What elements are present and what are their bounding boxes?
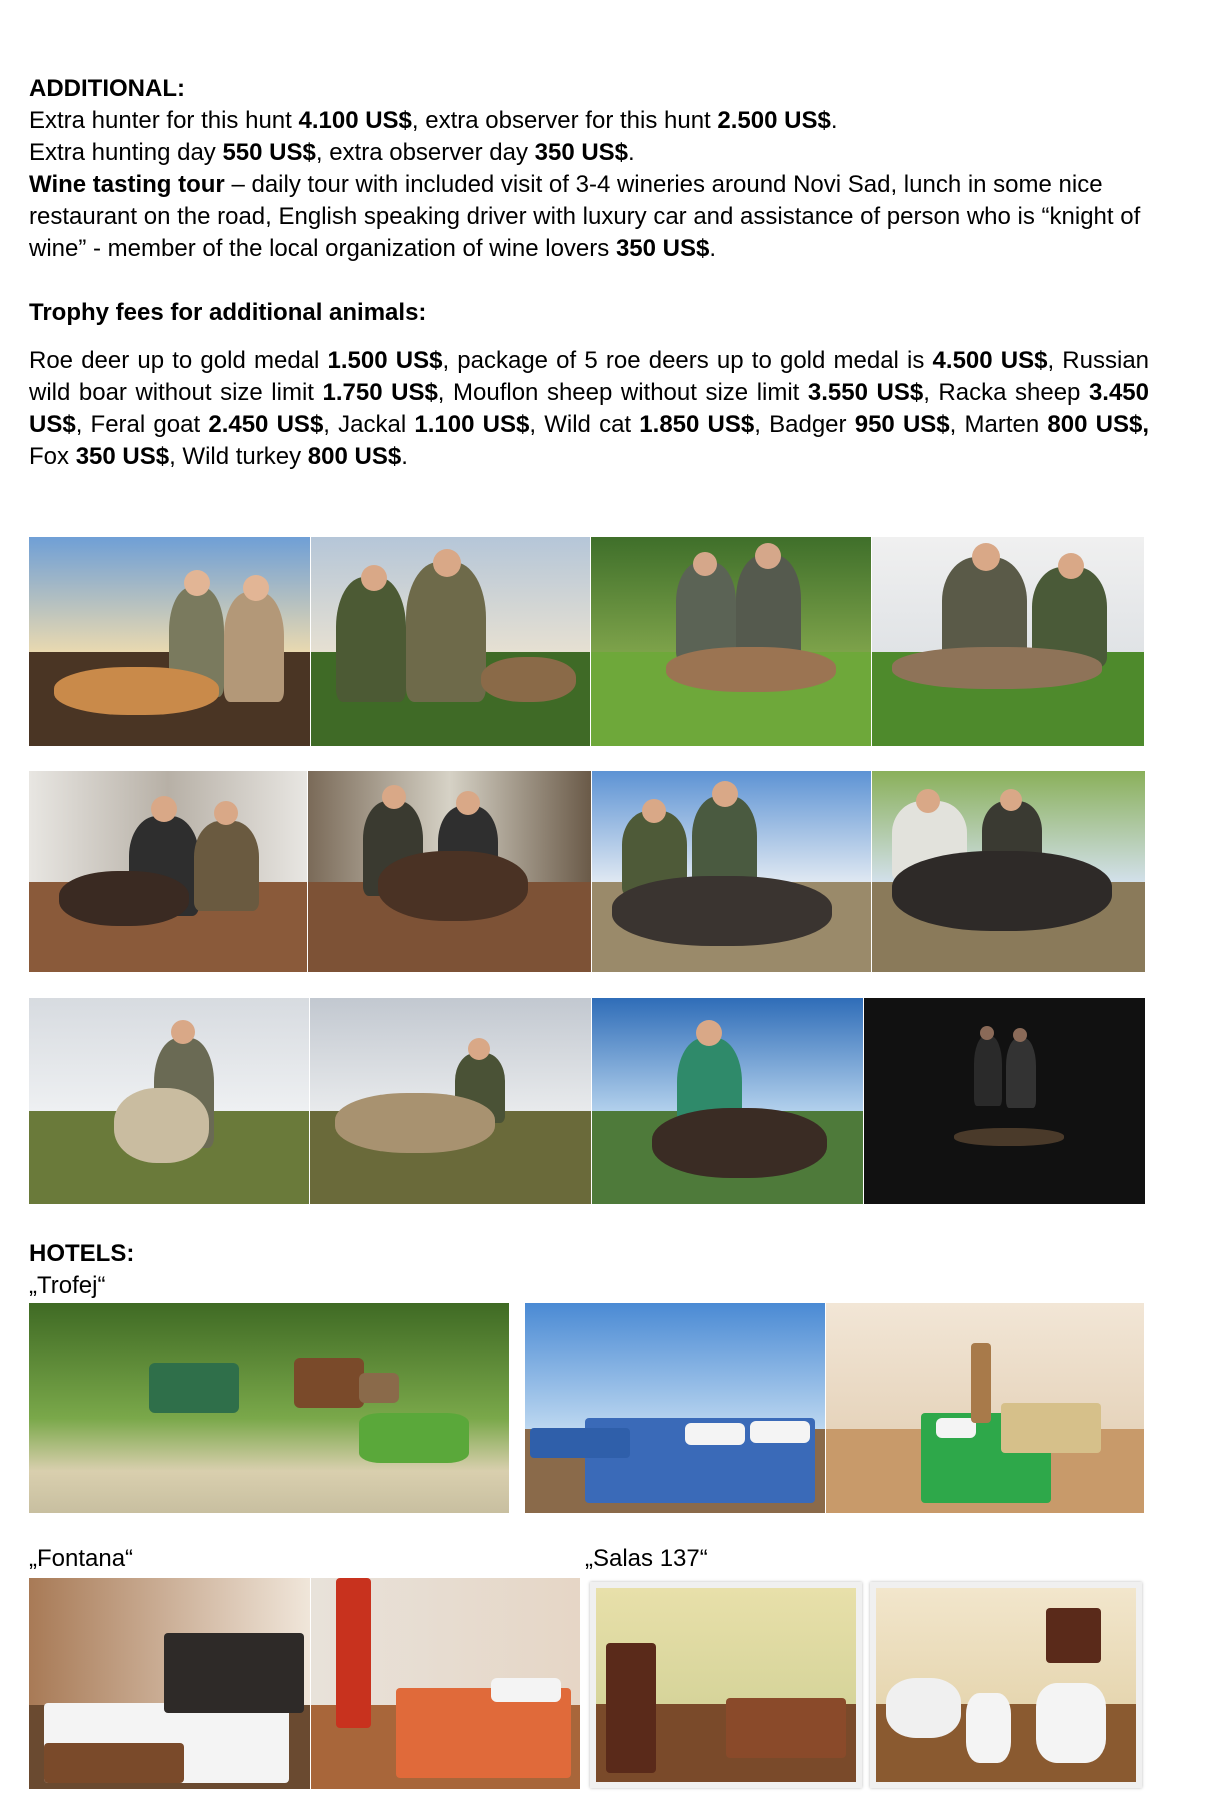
photo-night-hunt [864,998,1145,1204]
additional-heading: ADDITIONAL: [29,75,185,102]
photo-salas-bathroom [870,1582,1142,1788]
photo-trofej-room-1 [525,1303,825,1513]
photo-roe-deer-3 [591,537,871,746]
photo-trofej-room-2 [826,1303,1144,1513]
trophy-paragraph: Roe deer up to gold medal 1.500 US$, package of 5 roe deers up to gold medal is 4.500 US$, Russian wild boar without size limit 1.750 US$, Mouflon sheep without size limit 3.550 US$, Racka sheep 3.450 US$, Feral goat 2.450 US$, Jackal 1.100 US$, Wild cat 1.850 US$, Badger 950 US$, Marten 800 US$, Fox 350 US$, Wild turkey 800 US$. [29,347,1150,470]
hotels-heading: HOTELS: [29,1240,135,1267]
photo-racka-sheep-1 [29,998,309,1204]
hotel-salas-label: „Salas 137“ [585,1545,708,1572]
photo-roe-deer-2 [311,537,590,746]
photo-roe-deer-4 [872,537,1144,746]
photo-feral-goat [592,998,863,1204]
extra-hunter-line: Extra hunter for this hunt 4.100 US$, extra observer for this hunt 2.500 US$. [29,107,838,134]
extra-day-line: Extra hunting day 550 US$, extra observer day 350 US$. [29,139,635,166]
photo-mouflon-2 [308,771,591,972]
photo-wild-boar-2 [872,771,1145,972]
photo-salas-room [590,1582,862,1788]
hotel-trofej-label: „Trofej“ [29,1272,106,1299]
photo-fontana-room-2 [311,1578,580,1789]
photo-wild-boar-1 [592,771,871,972]
photo-mouflon-1 [29,771,307,972]
additional-text [29,105,1149,265]
photo-racka-sheep-2 [310,998,591,1204]
trophy-heading: Trophy fees for additional animals: [29,299,427,326]
photo-fontana-room-1 [29,1578,310,1789]
photo-roe-deer-1 [29,537,310,746]
hotel-fontana-label: „Fontana“ [29,1545,134,1572]
wine-tour-paragraph: Wine tasting tour – daily tour with included visit of 3-4 wineries around Novi Sad, lunch in some nice restaurant on the road, English speaking driver with luxury car and assistance of person who is “knight of wine” - member of the local organization of wine lovers 350 US$. [29,171,1141,262]
photo-trofej-aerial [29,1303,509,1513]
